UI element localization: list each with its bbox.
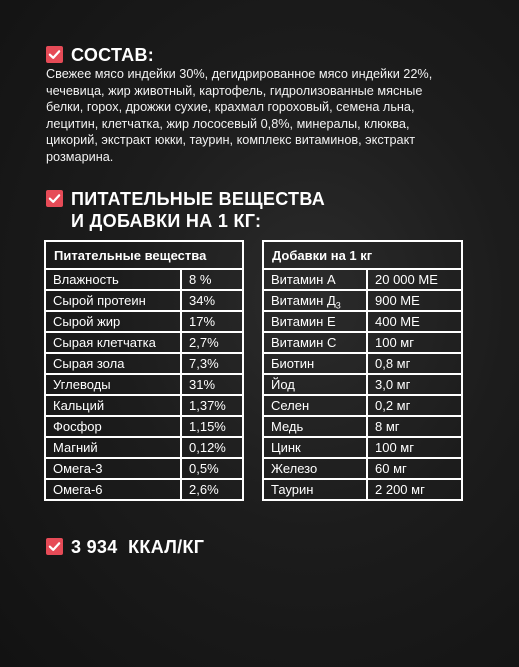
composition-text: Свежее мясо индейки 30%, дегидрированное мясо индейки 22%, чечевица, жир животный, картофель, гидролизованные мясные белки, горох, дрожжи сухие, крахмал гороховый, семена льна, лецитин, клетчатка, жир лососевый 0,8%, минералы, клюква, цикорий, экстракт юкки, таурин, комплекс витаминов, экстракт розмарина. xyxy=(46,67,433,164)
nutrient-row xyxy=(45,395,243,416)
nutrient-value-cell: 2,7% xyxy=(181,332,243,353)
nutrient-name-cell xyxy=(45,479,181,500)
additive-name: Железо xyxy=(271,461,318,476)
composition-heading xyxy=(46,44,154,66)
nutrient-name: Сырой протеин xyxy=(53,293,146,308)
additive-value-cell: 0,8 мг xyxy=(367,353,462,374)
nutrient-row xyxy=(45,311,243,332)
nutrient-row xyxy=(45,437,243,458)
additive-name-cell xyxy=(263,458,367,479)
additive-name-cell xyxy=(263,311,367,332)
checkbox-checked-icon xyxy=(46,190,63,207)
additive-name-cell xyxy=(263,332,367,353)
nutrient-row xyxy=(45,269,243,290)
nutrient-value-cell: 17% xyxy=(181,311,243,332)
nutrient-row xyxy=(45,479,243,500)
nutrient-name-cell xyxy=(45,395,181,416)
nutrient-name-cell xyxy=(45,416,181,437)
nutrient-name: Сырой жир xyxy=(53,314,121,329)
additive-value-cell: 3,0 мг xyxy=(367,374,462,395)
additive-row xyxy=(263,290,462,311)
additives-table xyxy=(262,240,463,501)
energy-value: 3 934 ККАЛ/КГ xyxy=(71,537,205,557)
nutrient-name: Сырая клетчатка xyxy=(53,335,156,350)
additive-name-cell xyxy=(263,437,367,458)
nutrient-name-cell xyxy=(45,353,181,374)
nutrient-row xyxy=(45,290,243,311)
additive-name-subscript: 3 xyxy=(335,300,341,311)
additive-row xyxy=(263,311,462,332)
nutrient-row xyxy=(45,374,243,395)
nutrient-name: Углеводы xyxy=(53,377,111,392)
nutrient-value-cell: 34% xyxy=(181,290,243,311)
nutrient-name: Сырая зола xyxy=(53,356,125,371)
additive-name: Селен xyxy=(271,398,310,413)
nutrient-value-cell: 2,6% xyxy=(181,479,243,500)
additive-name-cell xyxy=(263,353,367,374)
nutrient-name: Омега-6 xyxy=(53,482,103,497)
additive-name-cell xyxy=(263,269,367,290)
additive-name-cell xyxy=(263,290,367,311)
additive-row xyxy=(263,437,462,458)
additive-value-cell: 0,2 мг xyxy=(367,395,462,416)
additive-row xyxy=(263,458,462,479)
nutrient-name-cell xyxy=(45,458,181,479)
additive-value-cell: 8 мг xyxy=(367,416,462,437)
additive-value-cell: 100 мг xyxy=(367,437,462,458)
additive-row xyxy=(263,395,462,416)
nutrients-title xyxy=(71,188,325,232)
nutrients-table xyxy=(44,240,244,501)
nutrient-value-cell: 31% xyxy=(181,374,243,395)
additive-name: Биотин xyxy=(271,356,315,371)
nutrient-value-cell: 8 % xyxy=(181,269,243,290)
additive-name: Витамин Е xyxy=(271,314,336,329)
additive-value-cell: 400 МЕ xyxy=(367,311,462,332)
additive-name-cell xyxy=(263,395,367,416)
additive-value-cell: 100 мг xyxy=(367,332,462,353)
nutrient-value-cell: 1,37% xyxy=(181,395,243,416)
additives-table-header: Добавки на 1 кг xyxy=(263,241,462,269)
nutrients-table-header: Питательные вещества xyxy=(45,241,243,269)
additive-value-cell: 900 МЕ xyxy=(367,290,462,311)
additive-name: Цинк xyxy=(271,440,301,455)
nutrient-row xyxy=(45,458,243,479)
additive-name: Таурин xyxy=(271,482,314,497)
nutrients-heading xyxy=(46,188,325,232)
additive-name: Медь xyxy=(271,419,304,434)
additive-value-cell: 2 200 мг xyxy=(367,479,462,500)
checkbox-checked-icon xyxy=(46,46,63,63)
additive-row xyxy=(263,479,462,500)
nutrient-value-cell: 0,5% xyxy=(181,458,243,479)
nutrient-row xyxy=(45,332,243,353)
nutrient-name: Фосфор xyxy=(53,419,102,434)
nutrient-name: Магний xyxy=(53,440,98,455)
nutrient-value-cell: 7,3% xyxy=(181,353,243,374)
additive-value-cell: 20 000 МЕ xyxy=(367,269,462,290)
checkbox-checked-icon xyxy=(46,538,63,555)
additive-name-cell xyxy=(263,416,367,437)
nutrient-name: Влажность xyxy=(53,272,119,287)
nutrients-title-line1: ПИТАТЕЛЬНЫЕ ВЕЩЕСТВА xyxy=(71,189,326,209)
additive-name: Йод xyxy=(271,377,295,392)
additive-row xyxy=(263,353,462,374)
additive-row xyxy=(263,374,462,395)
nutrient-value-cell: 1,15% xyxy=(181,416,243,437)
nutrient-row xyxy=(45,416,243,437)
additive-name: Витамин С xyxy=(271,335,337,350)
nutrient-name-cell xyxy=(45,269,181,290)
additive-name-cell xyxy=(263,479,367,500)
nutrient-name-cell xyxy=(45,311,181,332)
additive-row xyxy=(263,332,462,353)
additive-row xyxy=(263,269,462,290)
nutrient-name-cell xyxy=(45,374,181,395)
additive-name: Витамин Д xyxy=(271,293,336,308)
additive-value-cell: 60 мг xyxy=(367,458,462,479)
nutrients-title-line2: И ДОБАВКИ НА 1 КГ: xyxy=(71,211,262,231)
nutrient-name: Кальций xyxy=(53,398,105,413)
nutrient-name-cell xyxy=(45,332,181,353)
additive-name: Витамин А xyxy=(271,272,336,287)
nutrient-name-cell xyxy=(45,290,181,311)
composition-title: СОСТАВ: xyxy=(71,45,155,65)
additive-name-cell xyxy=(263,374,367,395)
nutrient-name: Омега-3 xyxy=(53,461,103,476)
nutrient-name-cell xyxy=(45,437,181,458)
nutrient-row xyxy=(45,353,243,374)
energy-heading xyxy=(46,536,204,558)
additive-row xyxy=(263,416,462,437)
nutrient-value-cell: 0,12% xyxy=(181,437,243,458)
